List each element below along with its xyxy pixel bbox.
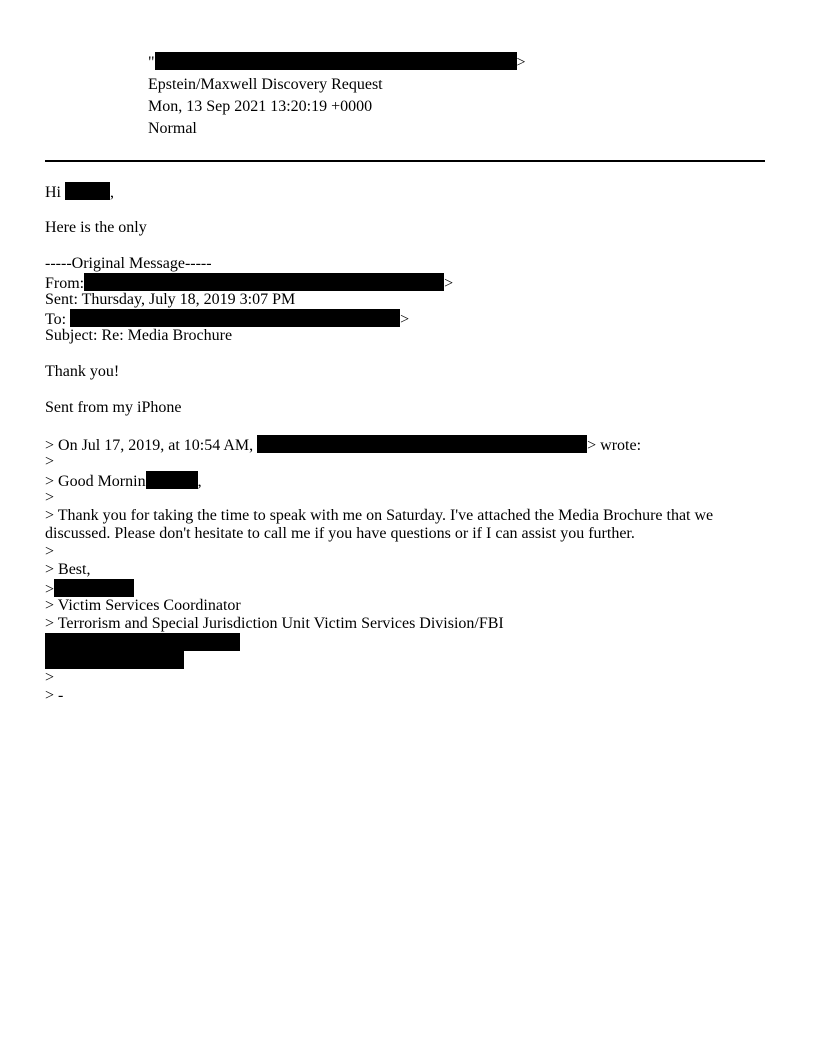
quote-blank-line: > <box>45 453 55 470</box>
original-from-label: From: <box>45 275 85 292</box>
quote-blank-line: > <box>45 669 55 686</box>
quote-redacted-line <box>45 633 240 651</box>
original-subject-line: Subject: Re: Media Brochure <box>45 327 233 344</box>
redaction-box <box>45 651 184 669</box>
quote-greeting-line <box>45 471 202 489</box>
original-to-line <box>45 309 409 327</box>
quote-blank-line: > <box>45 489 55 506</box>
original-from-suffix: > <box>444 275 454 292</box>
quote-blank-line: > <box>45 543 55 560</box>
intro-line: Here is the only <box>45 219 147 236</box>
quote-name-line <box>45 579 134 597</box>
quote-title-line: > Victim Services Coordinator <box>45 597 241 614</box>
original-sent-line: Sent: Thursday, July 18, 2019 3:07 PM <box>45 291 296 308</box>
quote-name-prefix: > <box>45 581 55 598</box>
quote-paragraph: > Thank you for taking the time to speak with me on Saturday. I've attached the Media Brochure that we discussed. Please don't hesitate to call me if you have questions or if I can assist you further. <box>45 507 714 542</box>
quote-redacted-line <box>45 651 184 669</box>
redaction-box <box>155 52 517 70</box>
quote-greeting-suffix: , <box>197 473 202 490</box>
redaction-box <box>146 471 198 489</box>
original-from-line <box>45 273 453 291</box>
original-to-label: To: <box>45 311 67 328</box>
quote-on-suffix: > wrote: <box>587 437 642 454</box>
header-importance-value: Normal <box>148 120 197 137</box>
original-message-marker: -----Original Message----- <box>45 255 212 272</box>
quote-on-line <box>45 435 641 453</box>
redaction-box <box>65 182 110 200</box>
original-to-suffix: > <box>400 311 410 328</box>
header-subject-value: Epstein/Maxwell Discovery Request <box>148 76 383 93</box>
quote-greeting-prefix: > Good Mornin <box>45 473 146 490</box>
redaction-box <box>257 435 587 453</box>
quote-unit-line: > Terrorism and Special Jurisdiction Unit Victim Services Division/FBI <box>45 615 504 632</box>
quote-on-prefix: > On Jul 17, 2019, at 10:54 AM, <box>45 437 254 454</box>
device-signature-line: Sent from my iPhone <box>45 399 182 416</box>
quote-end-line: > - <box>45 687 64 704</box>
thanks-line: Thank you! <box>45 363 120 380</box>
header-divider <box>45 160 765 162</box>
greeting-line <box>45 182 114 200</box>
header-to-value <box>148 52 526 73</box>
redaction-box <box>70 309 400 327</box>
header-to-prefix: " <box>148 54 155 71</box>
redaction-box <box>84 273 444 291</box>
header-to-suffix: > <box>516 54 526 71</box>
redaction-box <box>54 579 134 597</box>
header-date-value: Mon, 13 Sep 2021 13:20:19 +0000 <box>148 98 373 115</box>
greeting-prefix: Hi <box>45 184 61 201</box>
greeting-suffix: , <box>110 184 114 201</box>
quote-closing-line: > Best, <box>45 561 91 578</box>
redaction-box <box>45 633 240 651</box>
